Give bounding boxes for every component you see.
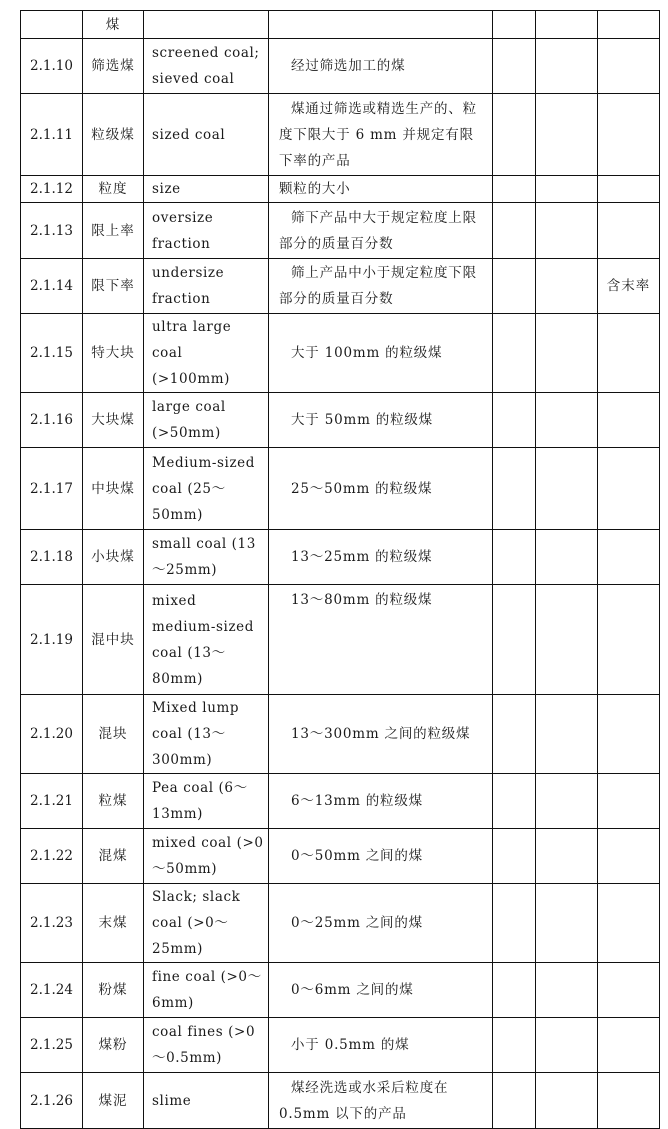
term-english: undersize fraction bbox=[152, 265, 230, 307]
term-note: 含末率 bbox=[606, 278, 651, 294]
term-chinese-cell bbox=[83, 695, 144, 774]
empty-cell bbox=[493, 585, 536, 695]
table-row bbox=[21, 774, 660, 829]
term-number-cell bbox=[21, 314, 83, 393]
term-english-cell bbox=[144, 1073, 269, 1129]
table-row bbox=[21, 530, 660, 585]
term-chinese-cell bbox=[83, 393, 144, 448]
term-definition: 煤经洗选或水采后粒度在 0.5mm 以下的产品 bbox=[279, 1079, 454, 1122]
term-chinese-cell bbox=[83, 530, 144, 585]
term-definition: 大于 50mm 的粒级煤 bbox=[291, 412, 433, 428]
empty-cell bbox=[493, 448, 536, 530]
term-definition: 0～6mm 之间的煤 bbox=[291, 982, 414, 998]
term-english: small coal (13～25mm) bbox=[152, 536, 256, 578]
term-chinese-cell bbox=[83, 774, 144, 829]
empty-cell bbox=[536, 774, 598, 829]
term-chinese: 小块煤 bbox=[91, 549, 135, 565]
term-definition: 13～300mm 之间的粒级煤 bbox=[291, 726, 471, 742]
term-definition: 13～25mm 的粒级煤 bbox=[291, 549, 433, 565]
term-definition-cell bbox=[269, 695, 493, 774]
term-chinese-cell bbox=[83, 176, 144, 203]
term-number-cell bbox=[21, 11, 83, 39]
empty-cell bbox=[493, 94, 536, 176]
term-english: screened coal; sieved coal bbox=[152, 45, 265, 87]
term-number: 2.1.12 bbox=[30, 181, 73, 197]
term-chinese: 混煤 bbox=[98, 848, 128, 864]
table-row bbox=[21, 314, 660, 393]
empty-cell bbox=[493, 884, 536, 963]
term-english-cell bbox=[144, 1018, 269, 1073]
term-definition-cell bbox=[269, 963, 493, 1018]
term-number-cell bbox=[21, 39, 83, 94]
term-english-cell bbox=[144, 203, 269, 259]
coal-terms-table bbox=[20, 10, 660, 1129]
note-cell bbox=[598, 695, 660, 774]
term-chinese-cell bbox=[83, 963, 144, 1018]
empty-cell bbox=[493, 963, 536, 1018]
table-row bbox=[21, 94, 660, 176]
term-definition-cell bbox=[269, 448, 493, 530]
term-number-cell bbox=[21, 774, 83, 829]
term-number-cell bbox=[21, 203, 83, 259]
empty-cell bbox=[536, 829, 598, 884]
term-number: 2.1.15 bbox=[30, 345, 73, 361]
term-definition-cell bbox=[269, 94, 493, 176]
term-english: slime bbox=[152, 1092, 192, 1109]
term-definition-cell bbox=[269, 314, 493, 393]
term-english: Medium-sized coal (25～50mm) bbox=[152, 454, 260, 523]
term-english: mixed medium-sized coal (13～80mm) bbox=[152, 592, 259, 687]
empty-cell bbox=[536, 393, 598, 448]
term-definition: 小于 0.5mm 的煤 bbox=[291, 1037, 410, 1053]
term-number: 2.1.22 bbox=[30, 848, 73, 864]
note-cell bbox=[598, 530, 660, 585]
table-row bbox=[21, 829, 660, 884]
term-chinese-cell bbox=[83, 314, 144, 393]
empty-cell bbox=[493, 11, 536, 39]
term-number: 2.1.17 bbox=[30, 480, 73, 497]
term-english-cell bbox=[144, 884, 269, 963]
term-definition-cell bbox=[269, 1073, 493, 1129]
term-definition: 经过筛选加工的煤 bbox=[291, 58, 406, 74]
term-definition-cell bbox=[269, 259, 493, 314]
note-cell bbox=[598, 314, 660, 393]
term-english-cell bbox=[144, 530, 269, 585]
term-english: sized coal bbox=[152, 126, 226, 143]
note-cell bbox=[598, 829, 660, 884]
table-row bbox=[21, 203, 660, 259]
term-number-cell bbox=[21, 829, 83, 884]
term-chinese: 混中块 bbox=[91, 631, 135, 648]
term-english: size bbox=[152, 181, 181, 197]
term-chinese: 粒级煤 bbox=[91, 126, 135, 143]
empty-cell bbox=[536, 1073, 598, 1129]
term-english-cell bbox=[144, 393, 269, 448]
term-definition: 13～80mm 的粒级煤 bbox=[291, 592, 433, 608]
note-cell bbox=[598, 393, 660, 448]
term-english-cell bbox=[144, 774, 269, 829]
term-chinese: 中块煤 bbox=[91, 480, 135, 497]
empty-cell bbox=[493, 695, 536, 774]
term-chinese: 限下率 bbox=[91, 278, 135, 294]
term-english-cell bbox=[144, 585, 269, 695]
term-chinese-cell bbox=[83, 585, 144, 695]
table-row bbox=[21, 963, 660, 1018]
term-number-cell bbox=[21, 94, 83, 176]
term-number: 2.1.23 bbox=[30, 915, 73, 931]
note-cell bbox=[598, 884, 660, 963]
empty-cell bbox=[536, 530, 598, 585]
term-number-cell bbox=[21, 530, 83, 585]
empty-cell bbox=[536, 963, 598, 1018]
term-chinese: 煤 bbox=[105, 16, 121, 33]
empty-cell bbox=[493, 393, 536, 448]
term-number: 2.1.19 bbox=[30, 631, 73, 648]
note-cell bbox=[598, 94, 660, 176]
term-english: mixed coal (>0～50mm) bbox=[152, 835, 264, 877]
empty-cell bbox=[493, 829, 536, 884]
empty-cell bbox=[493, 314, 536, 393]
term-chinese-cell bbox=[83, 11, 144, 39]
table-row bbox=[21, 695, 660, 774]
empty-cell bbox=[536, 94, 598, 176]
term-definition: 筛下产品中大于规定粒度上限部分的质量百分数 bbox=[279, 209, 477, 252]
term-english: fine coal (>0～6mm) bbox=[152, 969, 262, 1011]
empty-cell bbox=[536, 314, 598, 393]
term-definition-cell bbox=[269, 11, 493, 39]
term-chinese: 煤粉 bbox=[98, 1037, 128, 1053]
term-english-cell bbox=[144, 448, 269, 530]
empty-cell bbox=[493, 39, 536, 94]
term-number-cell bbox=[21, 1073, 83, 1129]
note-cell bbox=[598, 176, 660, 203]
term-english: coal fines (>0～0.5mm) bbox=[152, 1024, 256, 1066]
empty-cell bbox=[493, 176, 536, 203]
term-number: 2.1.16 bbox=[30, 412, 73, 428]
term-chinese: 粉煤 bbox=[98, 982, 128, 998]
term-number: 2.1.20 bbox=[30, 726, 73, 742]
term-english-cell bbox=[144, 11, 269, 39]
term-chinese: 煤泥 bbox=[98, 1092, 128, 1109]
term-chinese: 限上率 bbox=[91, 222, 135, 239]
term-definition: 6～13mm 的粒级煤 bbox=[291, 793, 423, 809]
term-chinese: 筛选煤 bbox=[91, 58, 135, 74]
term-number: 2.1.14 bbox=[30, 278, 73, 294]
term-number: 2.1.13 bbox=[30, 222, 73, 239]
term-english-cell bbox=[144, 963, 269, 1018]
table-row bbox=[21, 585, 660, 695]
term-definition: 颗粒的大小 bbox=[279, 181, 351, 197]
term-number-cell bbox=[21, 884, 83, 963]
note-cell bbox=[598, 11, 660, 39]
table-row bbox=[21, 39, 660, 94]
empty-cell bbox=[536, 1018, 598, 1073]
table-row bbox=[21, 393, 660, 448]
note-cell bbox=[598, 259, 660, 314]
table-row bbox=[21, 1073, 660, 1129]
empty-cell bbox=[493, 774, 536, 829]
term-chinese-cell bbox=[83, 448, 144, 530]
note-cell bbox=[598, 963, 660, 1018]
empty-cell bbox=[493, 259, 536, 314]
term-number-cell bbox=[21, 963, 83, 1018]
term-english-cell bbox=[144, 259, 269, 314]
term-english-cell bbox=[144, 695, 269, 774]
table-row bbox=[21, 448, 660, 530]
empty-cell bbox=[536, 11, 598, 39]
term-chinese: 粒煤 bbox=[98, 793, 128, 809]
empty-cell bbox=[536, 448, 598, 530]
term-english: Slack; slack coal (>0～25mm) bbox=[152, 889, 246, 957]
term-chinese-cell bbox=[83, 94, 144, 176]
term-definition-cell bbox=[269, 884, 493, 963]
term-chinese: 混块 bbox=[98, 726, 128, 742]
empty-cell bbox=[493, 1073, 536, 1129]
term-definition: 筛上产品中小于规定粒度下限部分的质量百分数 bbox=[279, 265, 477, 307]
empty-cell bbox=[493, 1018, 536, 1073]
empty-cell bbox=[493, 203, 536, 259]
term-number: 2.1.25 bbox=[30, 1037, 73, 1053]
term-english-cell bbox=[144, 39, 269, 94]
term-english: Pea coal (6～13mm) bbox=[152, 780, 248, 822]
note-cell bbox=[598, 1073, 660, 1129]
term-definition-cell bbox=[269, 585, 493, 695]
term-chinese: 特大块 bbox=[91, 345, 135, 361]
note-cell bbox=[598, 585, 660, 695]
term-chinese-cell bbox=[83, 829, 144, 884]
term-number-cell bbox=[21, 259, 83, 314]
empty-cell bbox=[536, 39, 598, 94]
empty-cell bbox=[536, 259, 598, 314]
empty-cell bbox=[536, 884, 598, 963]
term-definition-cell bbox=[269, 393, 493, 448]
term-definition-cell bbox=[269, 176, 493, 203]
term-chinese: 大块煤 bbox=[91, 412, 135, 428]
term-english: oversize fraction bbox=[152, 209, 219, 252]
term-english: Mixed lump coal (13～300mm) bbox=[152, 700, 245, 768]
term-chinese-cell bbox=[83, 259, 144, 314]
term-chinese: 末煤 bbox=[98, 915, 128, 931]
table-row bbox=[21, 1018, 660, 1073]
term-english-cell bbox=[144, 829, 269, 884]
term-chinese-cell bbox=[83, 39, 144, 94]
term-number: 2.1.24 bbox=[30, 982, 73, 998]
table-row bbox=[21, 11, 660, 39]
table-row bbox=[21, 259, 660, 314]
term-number-cell bbox=[21, 1018, 83, 1073]
empty-cell bbox=[536, 176, 598, 203]
empty-cell bbox=[536, 585, 598, 695]
note-cell bbox=[598, 448, 660, 530]
term-english: ultra large coal (>100mm) bbox=[152, 319, 237, 387]
empty-cell bbox=[536, 695, 598, 774]
term-definition-cell bbox=[269, 39, 493, 94]
term-chinese: 粒度 bbox=[98, 181, 128, 197]
term-definition-cell bbox=[269, 1018, 493, 1073]
term-english-cell bbox=[144, 94, 269, 176]
term-definition: 0～25mm 之间的煤 bbox=[291, 915, 423, 931]
term-definition: 煤通过筛选或精选生产的、粒度下限大于 6 mm 并规定有限下率的产品 bbox=[279, 100, 477, 169]
term-number: 2.1.26 bbox=[30, 1092, 73, 1109]
term-english-cell bbox=[144, 314, 269, 393]
term-number-cell bbox=[21, 695, 83, 774]
term-number-cell bbox=[21, 393, 83, 448]
term-english-cell bbox=[144, 176, 269, 203]
note-cell bbox=[598, 203, 660, 259]
term-definition-cell bbox=[269, 829, 493, 884]
term-number-cell bbox=[21, 176, 83, 203]
empty-cell bbox=[493, 530, 536, 585]
term-definition-cell bbox=[269, 774, 493, 829]
term-number-cell bbox=[21, 585, 83, 695]
term-definition: 大于 100mm 的粒级煤 bbox=[291, 345, 443, 361]
term-number: 2.1.10 bbox=[30, 58, 73, 74]
term-definition-cell bbox=[269, 530, 493, 585]
term-number: 2.1.11 bbox=[30, 126, 73, 143]
note-cell bbox=[598, 39, 660, 94]
empty-cell bbox=[536, 203, 598, 259]
term-number-cell bbox=[21, 448, 83, 530]
table-row bbox=[21, 884, 660, 963]
term-chinese-cell bbox=[83, 1018, 144, 1073]
term-number: 2.1.18 bbox=[30, 549, 73, 565]
term-number: 2.1.21 bbox=[30, 793, 73, 809]
note-cell bbox=[598, 774, 660, 829]
term-chinese-cell bbox=[83, 1073, 144, 1129]
term-english: large coal (>50mm) bbox=[152, 399, 231, 441]
term-definition: 25～50mm 的粒级煤 bbox=[291, 480, 433, 497]
note-cell bbox=[598, 1018, 660, 1073]
term-chinese-cell bbox=[83, 203, 144, 259]
term-definition: 0～50mm 之间的煤 bbox=[291, 848, 423, 864]
term-definition-cell bbox=[269, 203, 493, 259]
table-row bbox=[21, 176, 660, 203]
term-chinese-cell bbox=[83, 884, 144, 963]
